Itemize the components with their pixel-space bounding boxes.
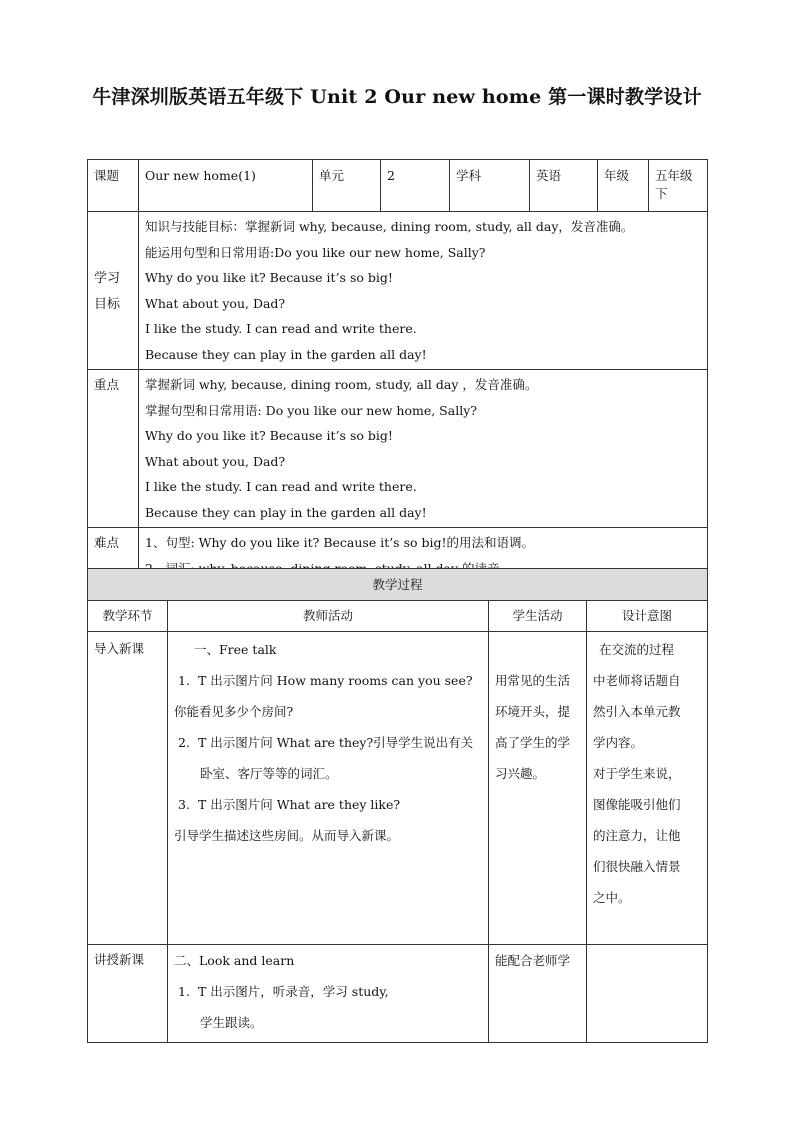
student-line: 能配合老师学 [495,953,571,968]
header-stage: 教学环节 [88,601,168,632]
header-student: 学生活动 [489,601,587,632]
objective-line: 知识与技能目标：掌握新词 why, because, dining room, study, all day，发音准确。 [145,219,634,234]
difficulty-line: 1、句型: Why do you like it? Because it’s so big!的用法和语调。 [145,535,535,550]
objective-line: I like the study. I can read and write there. [145,321,417,336]
teacher-line: 1. T 出示图片问 How many rooms can you see? [178,673,473,688]
teacher-line: 你能看见多少个房间? [174,704,294,719]
process-table [87,568,708,1043]
intent-line: 之中。 [593,890,631,905]
teacher-line: 2. T 出示图片问 What are they?引导学生说出有关 [178,735,474,750]
student-activity-intro [489,632,587,945]
grade-label: 年级 [598,160,649,212]
intent-line: 们很快融入情景 [593,859,681,874]
header-teacher: 教师活动 [168,601,489,632]
teacher-line: 3. T 出示图片问 What are they like? [178,797,401,812]
key-point-line: Because they can play in the garden all day! [145,504,427,520]
objectives-content [139,212,708,370]
grade-value: 五年级下 [649,160,708,212]
teacher-activity-intro [168,632,489,945]
intent-line: 学内容。 [593,735,644,750]
teacher-line: 引导学生描述这些房间。从而导入新课。 [174,828,400,843]
key-points-label: 重点 [88,370,139,528]
teacher-line: 1. T 出示图片，听录音，学习 study, [178,984,389,999]
unit-value: 2 [381,160,450,212]
key-points-content [139,370,708,528]
teacher-line: 一、Free talk [194,642,277,657]
key-point-line: I like the study. I can read and write there. [145,479,417,494]
objective-line: Because they can play in the garden all day! [145,346,427,362]
difficulties-label: 难点 [88,528,139,584]
stage-new-lesson: 讲授新课 [88,945,168,1043]
objective-line: Why do you like it? Because it’s so big! [145,270,393,285]
intent-line: 然引入本单元教 [593,704,681,719]
intent-line: 图像能吸引他们 [593,797,681,812]
student-line: 环境开头，提 [495,704,571,719]
design-intent-new [587,945,708,1043]
document-title: 牛津深圳版英语五年级下 Unit 2 Our new home 第一课时教学设计 [92,86,702,108]
key-point-line: 掌握新词 why, because, dining room, study, all day ，发音准确。 [145,377,538,392]
student-activity-new [489,945,587,1043]
key-point-line: Why do you like it? Because it’s so big! [145,428,393,443]
key-point-line: What about you, Dad? [145,453,286,469]
objective-line: What about you, Dad? [145,295,286,311]
teacher-activity-new [168,945,489,1043]
teacher-line: 卧室、客厅等等的词汇。 [200,766,338,781]
unit-label: 单元 [313,160,381,212]
header-intent: 设计意图 [587,601,708,632]
stage-intro: 导入新课 [88,632,168,945]
intent-line: 的注意力，让他 [593,828,681,843]
topic-value: Our new home(1) [139,160,313,212]
objective-line: 能运用句型和日常用语:Do you like our new home, Sally? [145,244,486,260]
intent-line: 对于学生来说， [593,766,681,781]
intent-line: 在交流的过程 [599,642,675,657]
intent-line: 中老师将话题自 [593,673,681,688]
student-line: 用常见的生活 [495,673,571,688]
key-point-line: 掌握句型和日常用语: Do you like our new home, Sally? [145,402,477,418]
process-heading: 教学过程 [88,569,708,601]
student-line: 高了学生的学 [495,735,571,750]
design-intent-intro [587,632,708,945]
teacher-line: 二、Look and learn [174,953,295,968]
objectives-label [88,212,139,370]
subject-label: 学科 [450,160,530,212]
subject-value: 英语 [530,160,598,212]
teacher-line: 学生跟读。 [200,1015,263,1030]
lesson-info-table [87,159,708,584]
student-line: 习兴趣。 [495,766,546,781]
topic-label: 课题 [88,160,139,212]
objectives-label-text: 学习目标 [94,271,121,312]
